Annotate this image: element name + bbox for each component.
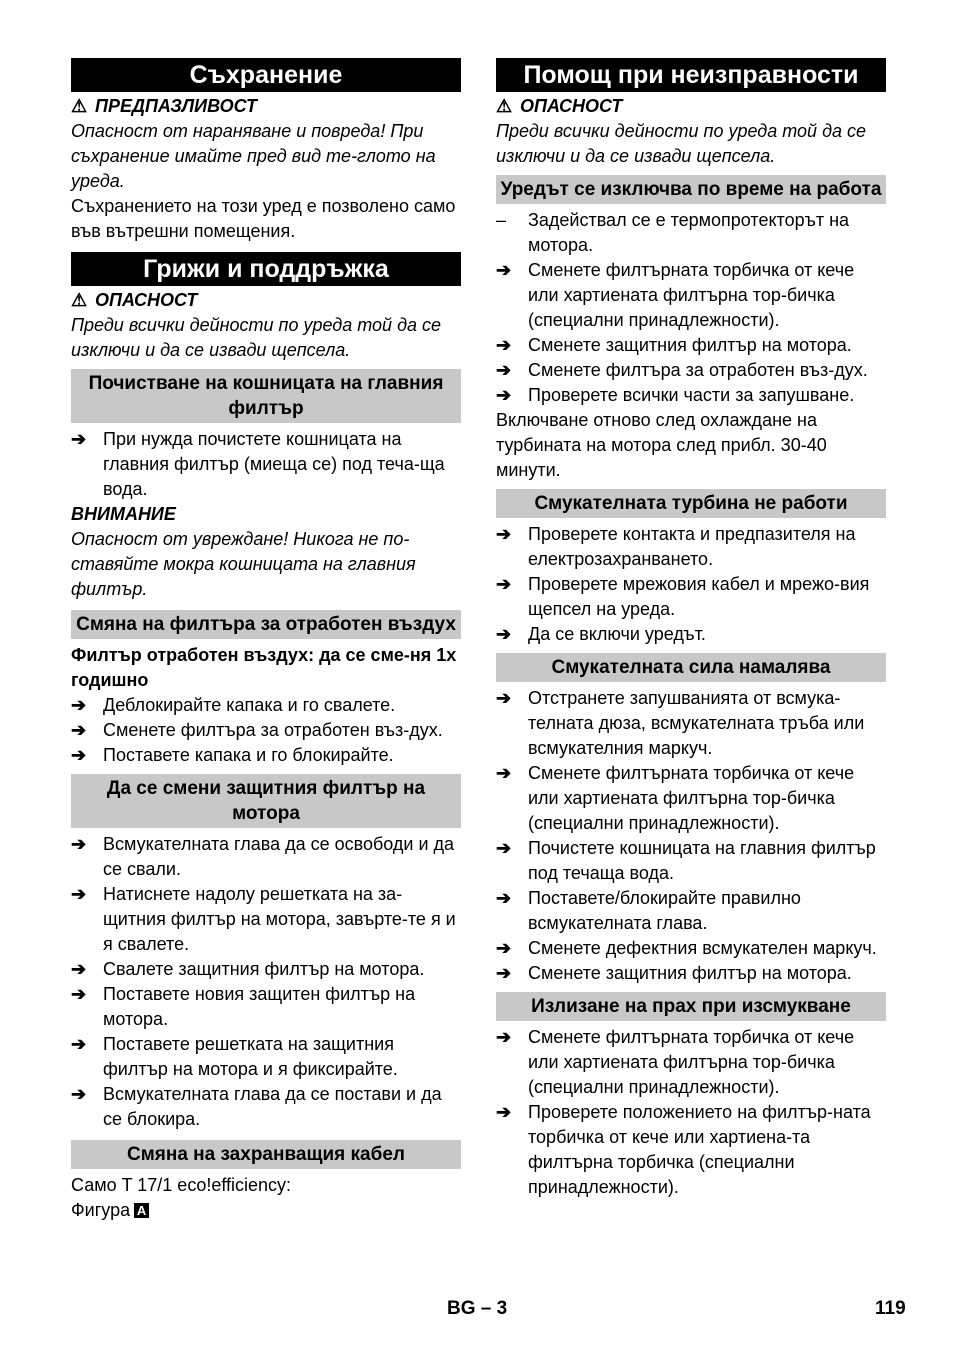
arrow-icon: ➔ xyxy=(71,695,87,715)
arrow-icon: ➔ xyxy=(496,624,512,644)
dust-list xyxy=(496,1025,886,1200)
arrow-icon: ➔ xyxy=(496,1102,512,1122)
caution-label: ⚠ ПРЕДПАЗЛИВОСТ xyxy=(71,94,461,119)
section-heading-troubleshooting: Помощ при неизправности xyxy=(496,58,886,92)
list-item: ➔ Всмукателната глава да се постави и да се блокира. xyxy=(71,1082,461,1132)
section-heading-storage: Съхранение xyxy=(71,58,461,92)
list-item: ➔ Сменете защитния филтър на мотора. xyxy=(496,961,886,986)
list-item: ➔ Проверете положението на филтър-ната торбичка от кече или хартиена-та филтърна торбичка (специални принадлежности). xyxy=(496,1100,886,1200)
arrow-icon: ➔ xyxy=(496,335,512,355)
attention-text: Опасност от увреждане! Никога не по-ставяйте мокра кошницата на главния филтър. xyxy=(71,529,416,599)
list-item: ➔ Проверете мрежовия кабел и мрежо-вия щепсел на уреда. xyxy=(496,572,886,622)
arrow-icon: ➔ xyxy=(71,984,87,1004)
arrow-icon: ➔ xyxy=(496,688,512,708)
subheading-basket: Почистване на кошницата на главния филтър xyxy=(71,369,461,423)
section-heading-care: Грижи и поддръжка xyxy=(71,252,461,286)
subheading-motor-filter: Да се смени защитния филтър на мотора xyxy=(71,774,461,828)
list-item: ➔ Деблокирайте капака и го свалете. xyxy=(71,693,461,718)
cable-model-text: Само T 17/1 eco!efficiency: xyxy=(71,1175,292,1195)
arrow-icon: ➔ xyxy=(71,429,87,449)
page-footer-label: BG – 3 xyxy=(447,1298,508,1319)
right-column xyxy=(496,58,886,1200)
caution-text: Опасност от нараняване и повреда! При съхранение имайте пред вид те-глото на уреда. xyxy=(71,121,436,191)
arrow-icon: ➔ xyxy=(71,834,87,854)
figure-reference: Фигура A xyxy=(71,1198,461,1223)
list-item: ➔ Проверете контакта и предпазителя на електрозахранването. xyxy=(496,522,886,572)
subheading-dust: Излизане на прах при изсмукване xyxy=(496,992,886,1021)
arrow-icon: ➔ xyxy=(71,745,87,765)
arrow-icon: ➔ xyxy=(71,884,87,904)
subheading-cable: Смяна на захранващия кабел xyxy=(71,1140,461,1169)
danger-text: Преди всички дейности по уреда той да се изключи и да се извади щепсела. xyxy=(71,315,442,360)
basket-list xyxy=(71,427,461,502)
list-item: ➔ Всмукателната глава да се освободи и да се свали. xyxy=(71,832,461,882)
list-item: ➔ Проверете всички части за запушване. xyxy=(496,383,886,408)
subheading-suction: Смукателната сила намалява xyxy=(496,653,886,682)
list-item: – Задействал се е термопротекторът на мотора. xyxy=(496,208,886,258)
list-item: ➔ Свалете защитния филтър на мотора. xyxy=(71,957,461,982)
list-item: ➔ Да се включи уредът. xyxy=(496,622,886,647)
arrow-icon: ➔ xyxy=(496,1027,512,1047)
switches-off-list xyxy=(496,208,886,408)
suction-list xyxy=(496,686,886,986)
restart-text: Включване отново след охлаждане на турбината на мотора след прибл. 30-40 минути. xyxy=(496,410,827,480)
list-item: ➔ Отстранете запушванията от всмука-телната дюза, всмукателната тръба или всмукателния маркуч. xyxy=(496,686,886,761)
arrow-icon: ➔ xyxy=(71,1034,87,1054)
list-item: ➔ Почистете кошницата на главния филтър под течаща вода. xyxy=(496,836,886,886)
arrow-icon: ➔ xyxy=(496,260,512,280)
arrow-icon: ➔ xyxy=(496,888,512,908)
subheading-switches-off: Уредът се изключва по време на работа xyxy=(496,175,886,204)
list-item: ➔ Сменете филтърната торбичка от кече или хартиената филтърна тор-бичка (специални принадлежности). xyxy=(496,761,886,836)
list-item: ➔ Сменете филтъра за отработен въз-дух. xyxy=(71,718,461,743)
motor-list xyxy=(71,832,461,1132)
arrow-icon: ➔ xyxy=(496,360,512,380)
list-item: ➔ Поставете/блокирайте правилно всмукателната глава. xyxy=(496,886,886,936)
left-column xyxy=(71,58,461,1223)
attention-label: ВНИМАНИЕ xyxy=(71,504,176,524)
list-item: ➔ Сменете дефектния всмукателен маркуч. xyxy=(496,936,886,961)
turbine-list xyxy=(496,522,886,647)
arrow-icon: ➔ xyxy=(71,720,87,740)
storage-text: Съхранението на този уред е позволено само във вътрешни помещения. xyxy=(71,196,456,241)
danger-label: ⚠ ОПАСНОСТ xyxy=(71,288,461,313)
arrow-icon: ➔ xyxy=(496,574,512,594)
page-number: 119 xyxy=(875,1298,906,1319)
figure-a-icon: A xyxy=(134,1203,149,1218)
dash-icon: – xyxy=(496,210,507,230)
list-item: ➔ Поставете новия защитен филтър на мотора. xyxy=(71,982,461,1032)
arrow-icon: ➔ xyxy=(496,938,512,958)
list-item: ➔ Сменете филтърната торбичка от кече или хартиената филтърна тор-бичка (специални принадлежности). xyxy=(496,258,886,333)
exhaust-list xyxy=(71,693,461,768)
arrow-icon: ➔ xyxy=(496,763,512,783)
list-item: ➔ Сменете защитния филтър на мотора. xyxy=(496,333,886,358)
arrow-icon: ➔ xyxy=(496,385,512,405)
list-item: ➔ Сменете филтърната торбичка от кече или хартиената филтърна тор-бичка (специални принадлежности). xyxy=(496,1025,886,1100)
warning-icon: ⚠ xyxy=(71,96,88,116)
list-item: ➔ Сменете филтъра за отработен въз-дух. xyxy=(496,358,886,383)
warning-icon: ⚠ xyxy=(71,290,88,310)
list-item: ➔ Поставете капака и го блокирайте. xyxy=(71,743,461,768)
danger-label: ⚠ ОПАСНОСТ xyxy=(496,94,886,119)
list-item: ➔ Натиснете надолу решетката на за-щитния филтър на мотора, завърте-те я и я свалете. xyxy=(71,882,461,957)
arrow-icon: ➔ xyxy=(496,838,512,858)
warning-icon: ⚠ xyxy=(496,96,513,116)
subheading-exhaust: Смяна на филтъра за отработен въздух xyxy=(71,610,461,639)
arrow-icon: ➔ xyxy=(496,524,512,544)
list-item: ➔ При нужда почистете кошницата на главния филтър (миеща се) под теча-ща вода. xyxy=(71,427,461,502)
arrow-icon: ➔ xyxy=(496,963,512,983)
exhaust-note: Филтър отработен въздух: да се сме-ня 1x годишно xyxy=(71,645,457,690)
danger-text: Преди всички дейности по уреда той да се изключи и да се извади щепсела. xyxy=(496,121,867,166)
list-item: ➔ Поставете решетката на защитния филтър на мотора и я фиксирайте. xyxy=(71,1032,461,1082)
arrow-icon: ➔ xyxy=(71,959,87,979)
subheading-turbine: Смукателната турбина не работи xyxy=(496,489,886,518)
arrow-icon: ➔ xyxy=(71,1084,87,1104)
